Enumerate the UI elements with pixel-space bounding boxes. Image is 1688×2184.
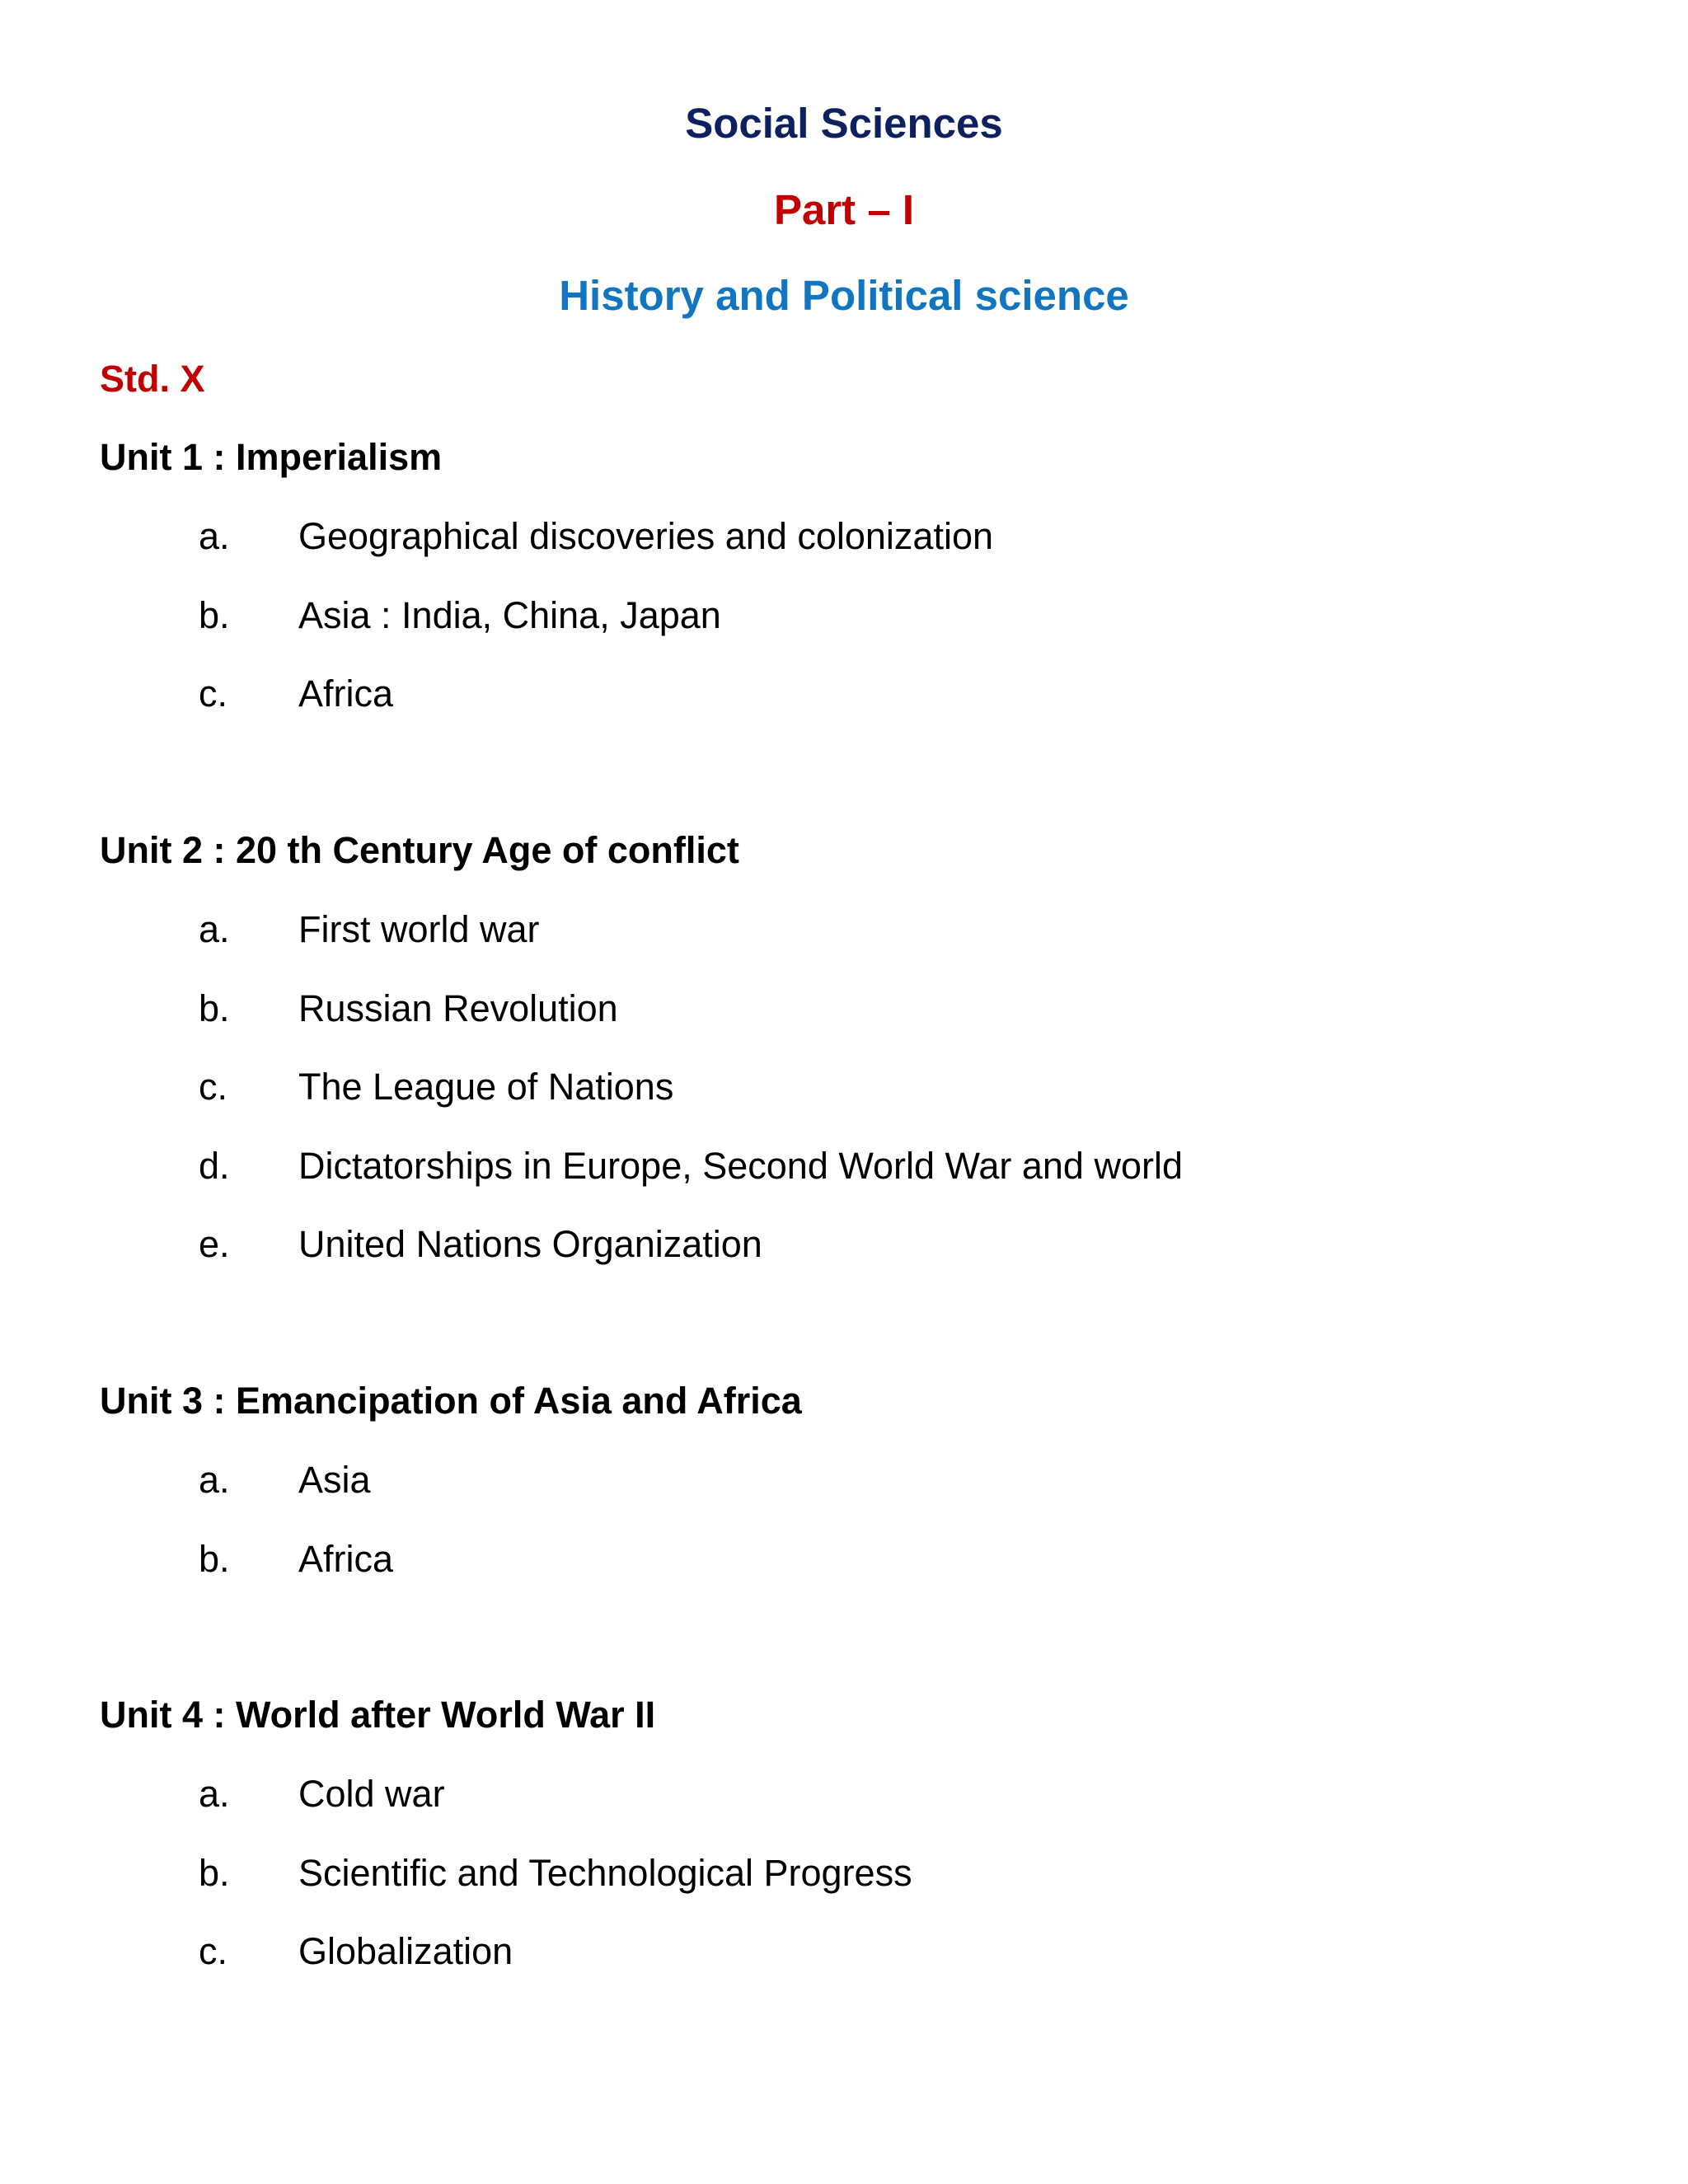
item-letter: b. bbox=[199, 1851, 230, 1894]
item-letter: a. bbox=[199, 908, 230, 950]
unit-section-3 bbox=[100, 1378, 1583, 1615]
page-title: Social Sciences bbox=[685, 100, 1003, 147]
unit-heading: Unit 4 : World after World War II bbox=[100, 1694, 656, 1736]
list-item bbox=[100, 671, 1583, 717]
item-letter: a. bbox=[199, 1459, 230, 1501]
list-item bbox=[100, 1771, 1583, 1817]
item-text: Globalization bbox=[298, 1930, 513, 1972]
item-text: United Nations Organization bbox=[298, 1223, 762, 1265]
item-letter: c. bbox=[199, 1066, 228, 1108]
item-text: Cold war bbox=[298, 1773, 445, 1815]
item-text: Geographical discoveries and colonization bbox=[298, 515, 994, 557]
list-item bbox=[100, 1536, 1583, 1582]
item-text: Asia bbox=[298, 1459, 371, 1501]
item-text: Africa bbox=[298, 1537, 394, 1580]
item-letter: a. bbox=[199, 515, 230, 557]
item-text: Africa bbox=[298, 673, 394, 715]
list-item bbox=[100, 907, 1583, 953]
list-item bbox=[100, 1143, 1583, 1189]
list-item bbox=[100, 1929, 1583, 1975]
unit-heading: Unit 1 : Imperialism bbox=[100, 436, 443, 478]
part-heading: Part – I bbox=[773, 186, 915, 233]
list-item bbox=[100, 513, 1583, 560]
unit-section-1 bbox=[100, 434, 1583, 750]
item-text: Asia : India, China, Japan bbox=[298, 593, 721, 636]
standard-label: Std. X bbox=[100, 358, 205, 400]
list-item bbox=[100, 1064, 1583, 1110]
item-letter: d. bbox=[199, 1144, 230, 1187]
list-item bbox=[100, 1850, 1583, 1896]
unit-heading: Unit 3 : Emancipation of Asia and Africa bbox=[100, 1380, 802, 1422]
item-text: Scientific and Technological Progress bbox=[298, 1851, 912, 1894]
list-item bbox=[100, 1457, 1583, 1503]
unit-section-2 bbox=[100, 827, 1583, 1301]
item-letter: b. bbox=[199, 593, 230, 636]
item-text: Dictatorships in Europe, Second World War and world bbox=[298, 1144, 1183, 1187]
item-letter: c. bbox=[199, 1930, 228, 1972]
list-item bbox=[100, 986, 1583, 1032]
unit-heading: Unit 2 : 20 th Century Age of conflict bbox=[100, 829, 739, 871]
item-text: The League of Nations bbox=[298, 1066, 674, 1108]
item-text: First world war bbox=[298, 908, 540, 950]
item-letter: b. bbox=[199, 987, 230, 1029]
list-item bbox=[100, 1221, 1583, 1268]
list-item bbox=[100, 593, 1583, 639]
unit-section-4 bbox=[100, 1692, 1583, 2008]
item-letter: b. bbox=[199, 1537, 230, 1580]
subject-heading: History and Political science bbox=[559, 272, 1129, 319]
item-text: Russian Revolution bbox=[298, 987, 618, 1029]
item-letter: e. bbox=[199, 1223, 230, 1265]
item-letter: a. bbox=[199, 1773, 230, 1815]
item-letter: c. bbox=[199, 673, 228, 715]
